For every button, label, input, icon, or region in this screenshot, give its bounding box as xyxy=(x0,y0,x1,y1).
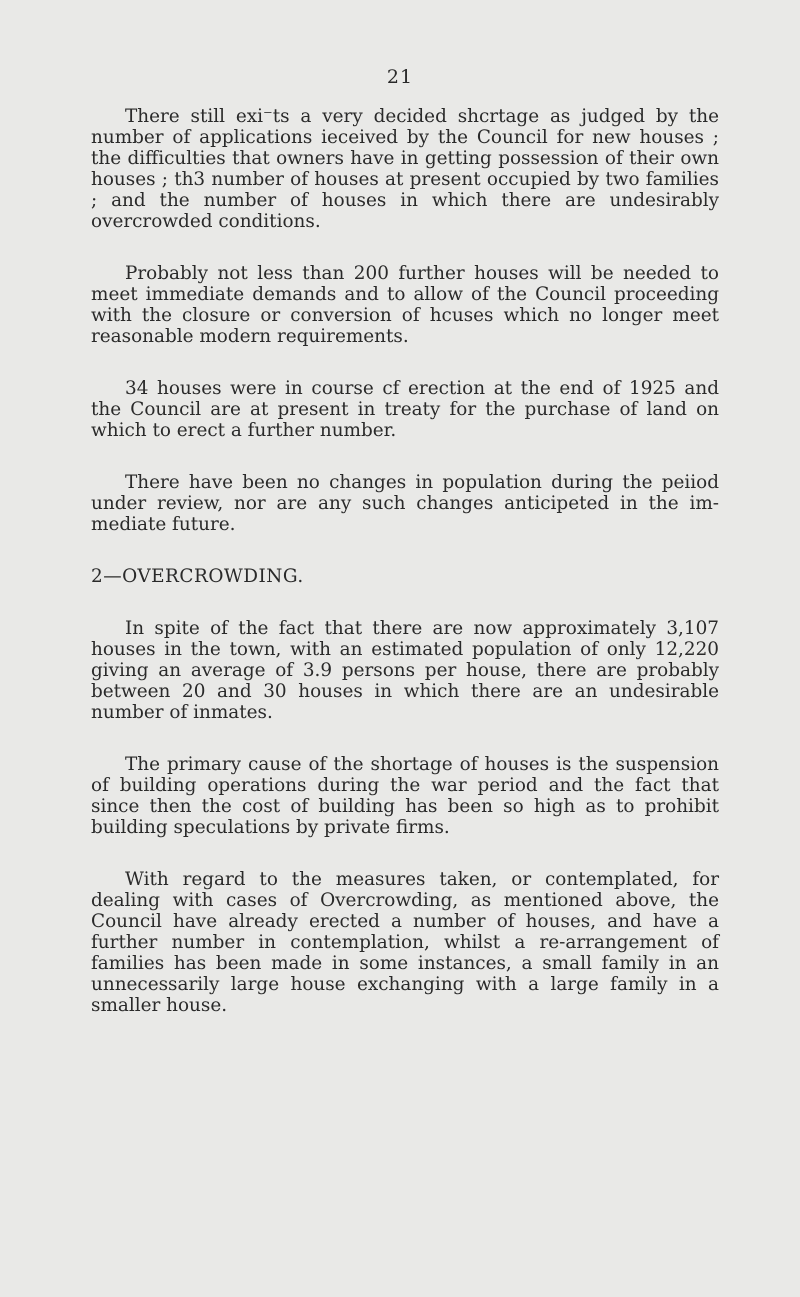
section-heading-overcrowding: 2—OVERCROWDING. xyxy=(91,566,304,587)
paragraph-measures-taken: With regard to the measures taken, or contemplated, for dealing with cases of Overcrowding, as mentioned above, the Council have already erected a number of houses, and have a further number in contemplation, whilst a re-arrangement of families has been made in some instances, a small family in an unnecessarily large house exchanging with a large family in a smaller house. xyxy=(91,869,719,1016)
paragraph-population-changes: There have been no changes in population during the peiiod under review, nor are any such changes anticipeted in the im- mediate future. xyxy=(91,472,719,535)
paragraph-overcrowding-stats: In spite of the fact that there are now approximately 3,107 houses in the town, with an estimated population of only 12,220 giving an average of 3.9 persons per house, there are probably between 20 and 30 houses in which there are an undesirable number of inmates. xyxy=(91,618,719,723)
paragraph-houses-in-erection: 34 houses were in course cf erection at the end of 1925 and the Council are at present in treaty for the purchase of land on which to erect a further number. xyxy=(91,378,719,441)
page-number: 21 xyxy=(386,66,414,88)
document-body xyxy=(91,106,719,1047)
paragraph-further-houses-needed: Probably not less than 200 further houses will be needed to meet immediate demands and to allow of the Council proceeding with the closure or conversion of hcuses which no longer meet reasonable modern requirements. xyxy=(91,263,719,347)
paragraph-primary-cause: The primary cause of the shortage of houses is the suspension of building operations during the war period and the fact that since then the cost of building has been so high as to prohibit building speculations by private firms. xyxy=(91,754,719,838)
paragraph-housing-shortage: There still exi⁻ts a very decided shcrtage as judged by the number of applications ieceived by the Council for new houses ; the difficulties that owners have in getting possession of their own houses ; th3 number of houses at present occupied by two families ; and the number of houses in which there are undesirably overcrowded conditions. xyxy=(91,106,719,232)
